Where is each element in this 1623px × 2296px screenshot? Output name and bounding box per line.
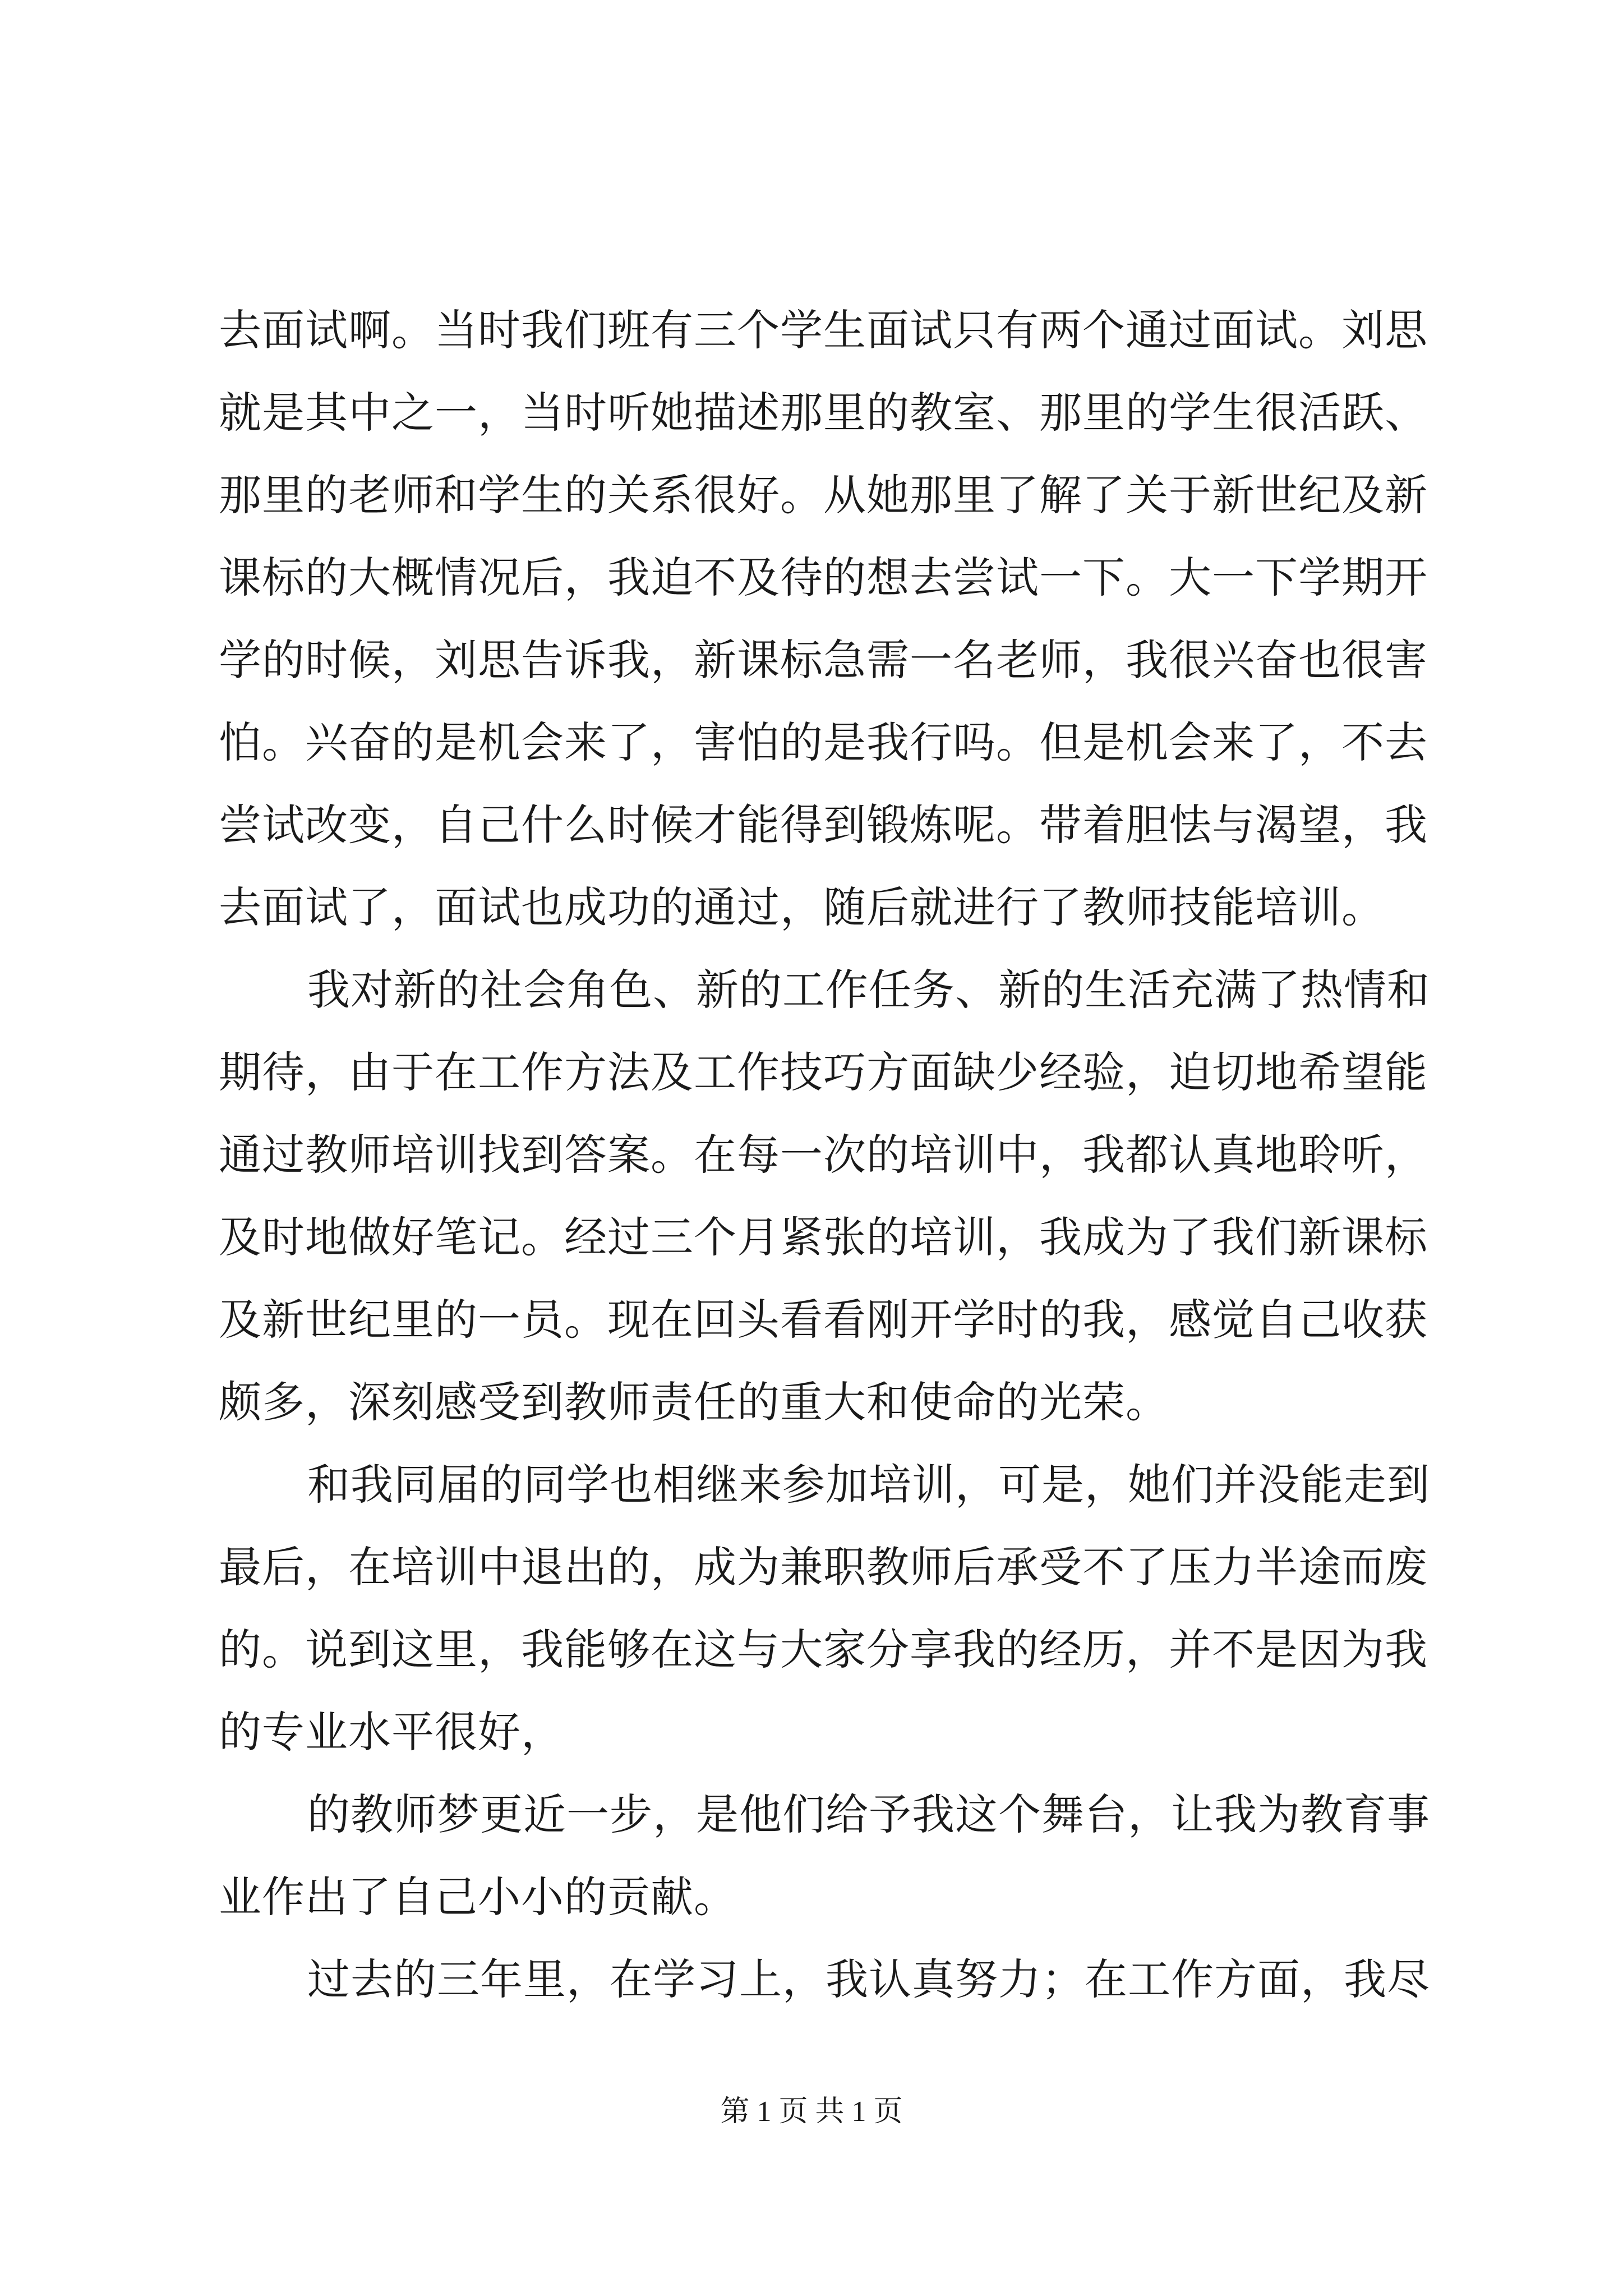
text-line-21: 过去的三年里，在学习上，我认真努力；在工作方面，我尽: [307, 1954, 1430, 2004]
text-line-7: 尝试改变，自己什么时候才能得到锻炼呢。带着胆怯与渴望，我: [219, 800, 1428, 850]
page-footer: 第 1 页 共 1 页: [720, 2096, 903, 2128]
text-line-15: 和我同届的同学也相继来参加培训，可是，她们并没能走到: [307, 1460, 1430, 1510]
text-line-19: 的教师梦更近一步，是他们给予我这个舞台，让我为教育事: [307, 1789, 1430, 1839]
text-line-20: 业作出了自己小小的贡献。: [219, 1872, 737, 1922]
document-body: [219, 289, 1430, 2021]
text-line-4: 课标的大概情况后，我迫不及待的想去尝试一下。大一下学期开: [219, 553, 1428, 602]
text-line-10: 期待，由于在工作方法及工作技巧方面缺少经验，迫切地希望能: [219, 1047, 1428, 1097]
text-line-11: 通过教师培训找到答案。在每一次的培训中，我都认真地聆听，: [219, 1130, 1428, 1180]
text-line-5: 学的时候，刘思告诉我，新课标急需一名老师，我很兴奋也很害: [219, 635, 1428, 685]
text-line-1: 去面试啊。当时我们班有三个学生面试只有两个通过面试。刘思: [219, 305, 1428, 355]
text-line-9: 我对新的社会角色、新的工作任务、新的生活充满了热情和: [307, 965, 1430, 1015]
text-line-13: 及新世纪里的一员。现在回头看看刚开学时的我，感觉自己收获: [219, 1295, 1428, 1345]
text-line-6: 怕。兴奋的是机会来了，害怕的是我行吗。但是机会来了，不去: [219, 717, 1428, 767]
text-line-8: 去面试了，面试也成功的通过，随后就进行了教师技能培训。: [219, 882, 1385, 932]
text-line-14: 颇多，深刻感受到教师责任的重大和使命的光荣。: [219, 1377, 1169, 1427]
text-line-3: 那里的老师和学生的关系很好。从她那里了解了关于新世纪及新: [219, 470, 1428, 520]
text-line-16: 最后，在培训中退出的，成为兼职教师后承受不了压力半途而废: [219, 1542, 1428, 1592]
text-line-12: 及时地做好笔记。经过三个月紧张的培训，我成为了我们新课标: [219, 1212, 1428, 1262]
text-line-2: 就是其中之一，当时听她描述那里的教室、那里的学生很活跃、: [219, 388, 1428, 438]
text-line-18: 的专业水平很好，: [219, 1707, 564, 1757]
text-line-17: 的。说到这里，我能够在这与大家分享我的经历，并不是因为我: [219, 1625, 1428, 1674]
